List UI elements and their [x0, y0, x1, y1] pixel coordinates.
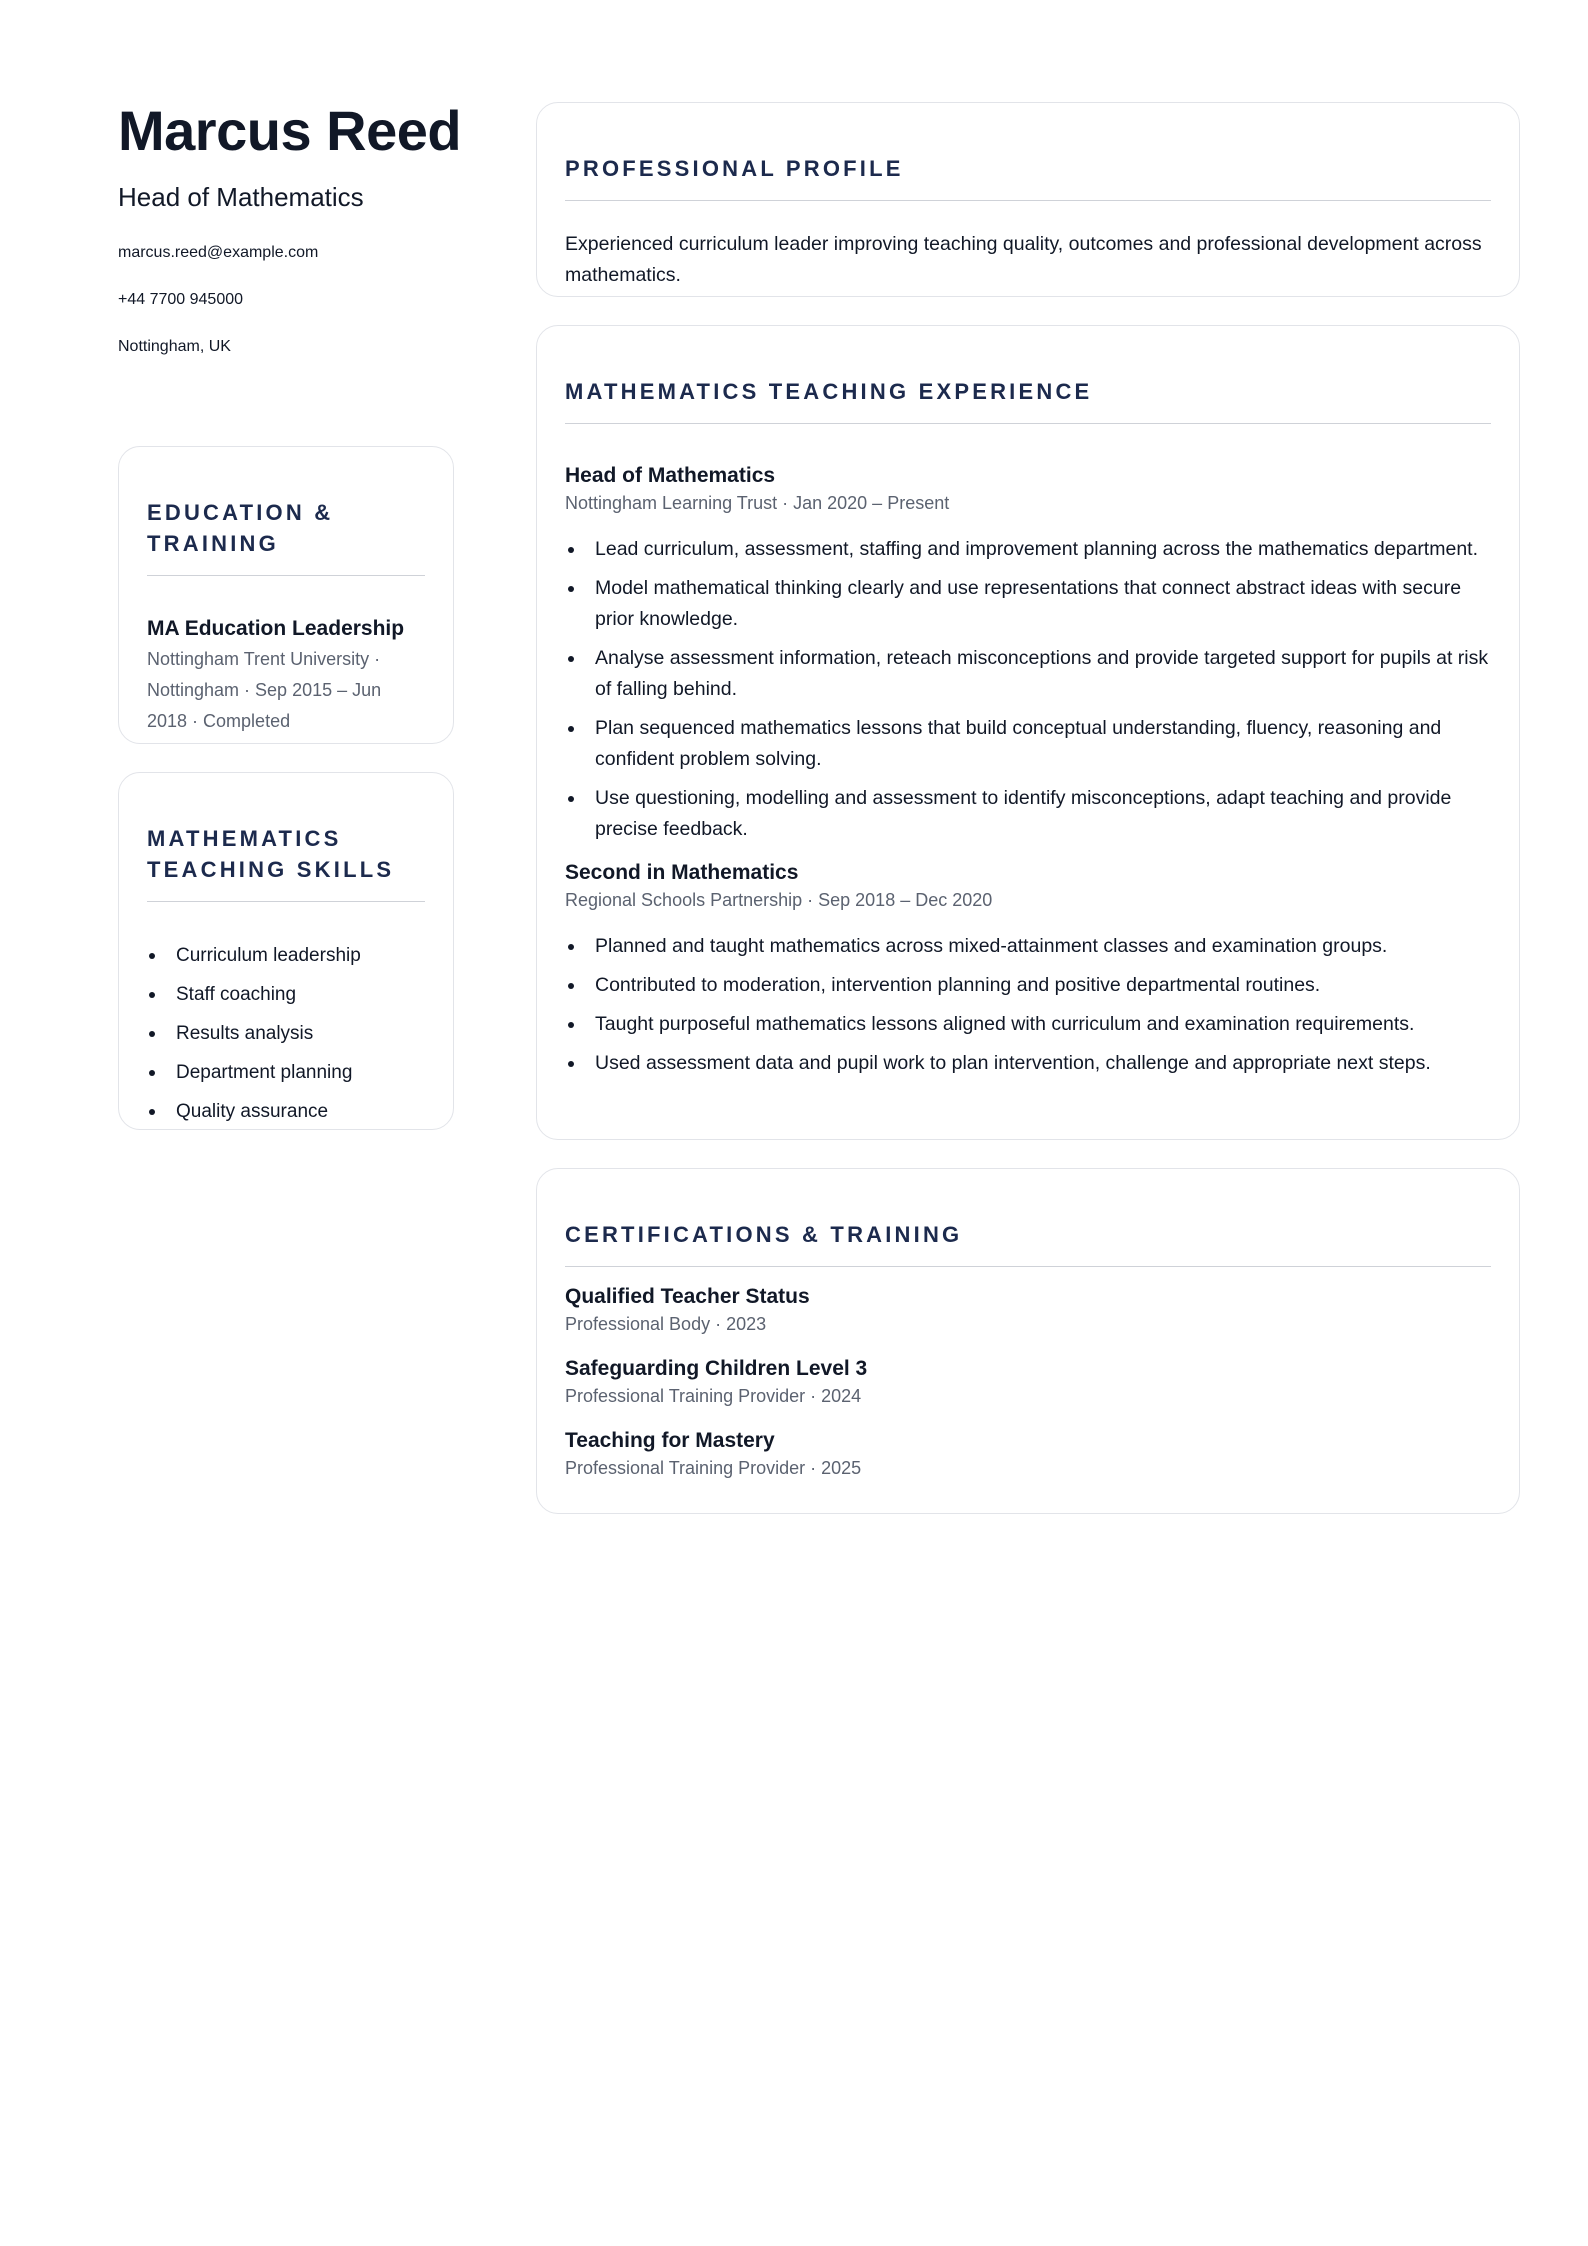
list-item: Contributed to moderation, intervention planning and positive departmental routines. — [565, 970, 1491, 1001]
certification-meta: Professional Body · 2023 — [565, 1314, 767, 1334]
job-meta: Regional Schools Partnership · Sep 2018 – Dec 2020 — [565, 890, 993, 910]
experience-section-title: MATHEMATICS TEACHING EXPERIENCE — [565, 376, 1491, 424]
education-card — [118, 446, 454, 744]
list-item: Model mathematical thinking clearly and use representations that connect abstract ideas with secure prior knowledge. — [565, 573, 1491, 635]
candidate-role: Head of Mathematics — [118, 181, 364, 212]
candidate-name: Marcus Reed — [118, 99, 462, 162]
profile-text: Experienced curriculum leader improving teaching quality, outcomes and professional development across mathematics. — [565, 233, 1482, 286]
education-section-title: EDUCATION & TRAINING — [147, 497, 425, 576]
job-entry — [565, 462, 1491, 845]
education-entry — [147, 615, 425, 737]
list-item: Curriculum leadership — [147, 936, 425, 975]
list-item: Results analysis — [147, 1014, 425, 1053]
list-item: Planned and taught mathematics across mixed-attainment classes and examination groups. — [565, 931, 1491, 962]
resume-header — [118, 99, 462, 384]
job-meta: Nottingham Learning Trust · Jan 2020 – Present — [565, 493, 950, 513]
profile-section-title: PROFESSIONAL PROFILE — [565, 153, 1491, 201]
job-title: Second in Mathematics — [565, 861, 799, 884]
list-item: Staff coaching — [147, 975, 425, 1014]
job-entry — [565, 859, 1491, 1079]
certification-meta: Professional Training Provider · 2025 — [565, 1458, 862, 1478]
certification-entry — [565, 1355, 1491, 1409]
certification-entry — [565, 1427, 1491, 1481]
skills-list — [147, 936, 425, 1131]
contact-email[interactable]: marcus.reed@example.com — [118, 243, 319, 261]
list-item: Lead curriculum, assessment, staffing and improvement planning across the mathematics department. — [565, 534, 1491, 565]
certification-entry — [565, 1283, 1491, 1337]
certification-title: Safeguarding Children Level 3 — [565, 1357, 868, 1380]
education-entry-title: MA Education Leadership — [147, 617, 405, 640]
certification-title: Qualified Teacher Status — [565, 1285, 810, 1308]
list-item: Quality assurance — [147, 1092, 425, 1131]
list-item: Taught purposeful mathematics lessons aligned with curriculum and examination requirements. — [565, 1009, 1491, 1040]
certification-meta: Professional Training Provider · 2024 — [565, 1386, 862, 1406]
certifications-section-title: CERTIFICATIONS & TRAINING — [565, 1219, 1491, 1267]
profile-card — [536, 102, 1520, 297]
contact-phone: +44 7700 945000 — [118, 290, 244, 308]
list-item: Plan sequenced mathematics lessons that build conceptual understanding, fluency, reasoning and confident problem solving. — [565, 713, 1491, 775]
job-bullets — [565, 534, 1491, 845]
list-item: Use questioning, modelling and assessment to identify misconceptions, adapt teaching and provide precise feedback. — [565, 783, 1491, 845]
experience-card — [536, 325, 1520, 1140]
list-item: Department planning — [147, 1053, 425, 1092]
contact-block — [118, 243, 454, 357]
skills-section-title: MATHEMATICS TEACHING SKILLS — [147, 823, 425, 902]
education-entry-meta: Nottingham Trent University · Nottingham · Sep 2015 – Jun 2018 · Completed — [147, 649, 382, 731]
list-item: Used assessment data and pupil work to plan intervention, challenge and appropriate next steps. — [565, 1048, 1491, 1079]
certifications-card — [536, 1168, 1520, 1514]
list-item: Analyse assessment information, reteach misconceptions and provide targeted support for pupils at risk of falling behind. — [565, 643, 1491, 705]
job-bullets — [565, 931, 1491, 1079]
certification-title: Teaching for Mastery — [565, 1429, 775, 1452]
contact-location: Nottingham, UK — [118, 337, 231, 355]
skills-card — [118, 772, 454, 1130]
job-title: Head of Mathematics — [565, 464, 776, 487]
